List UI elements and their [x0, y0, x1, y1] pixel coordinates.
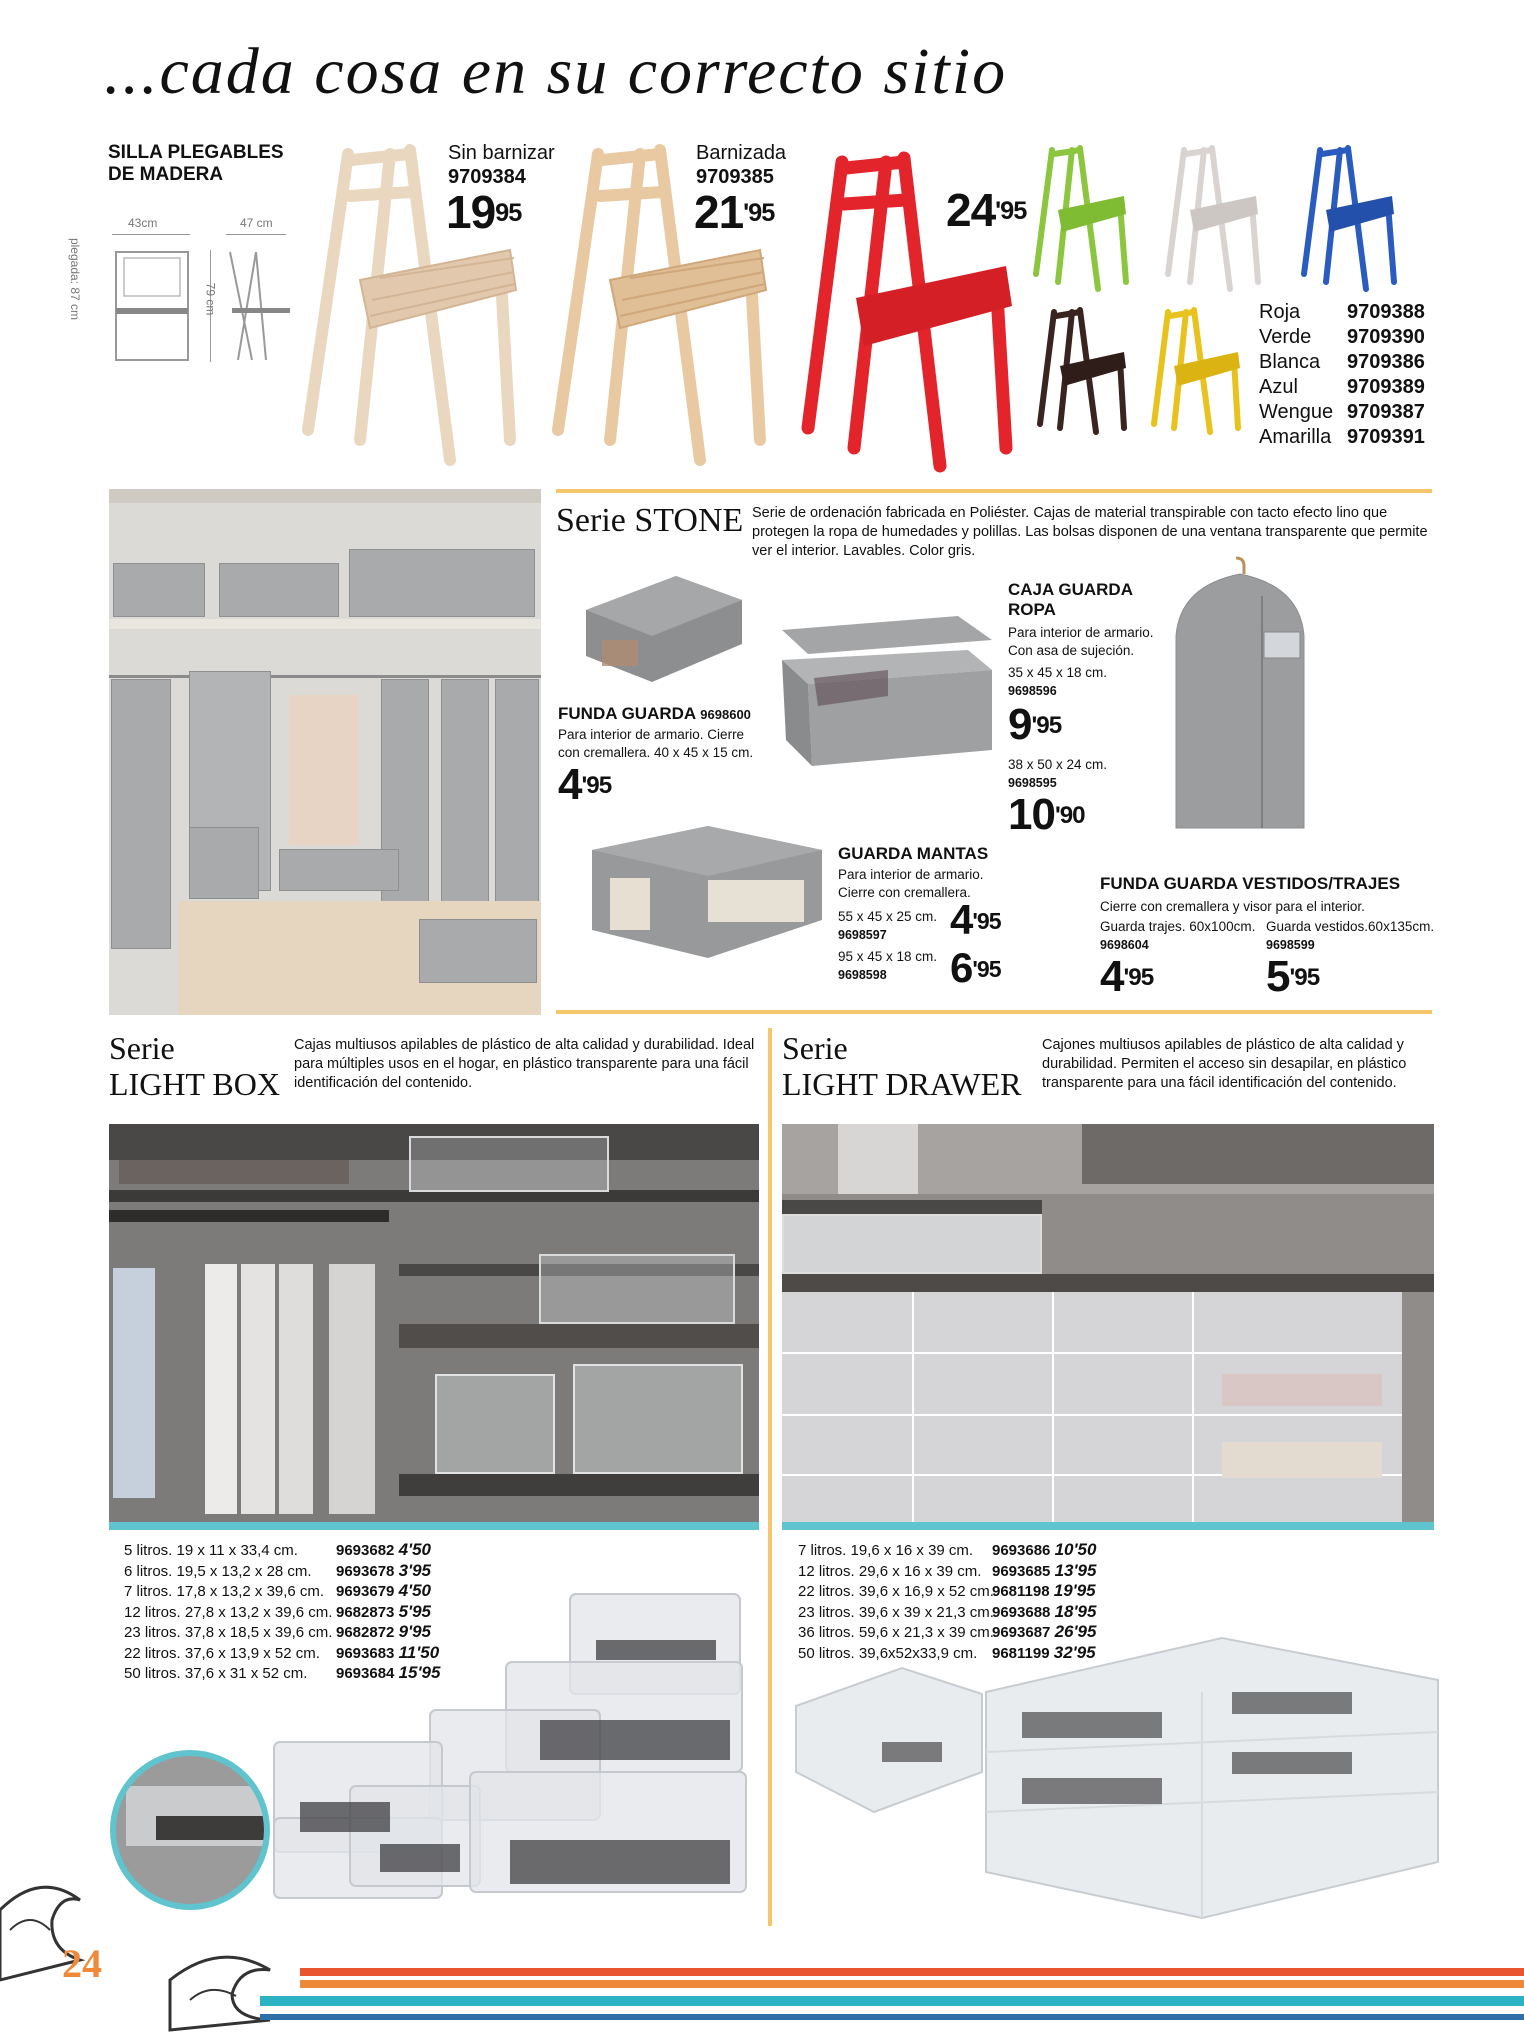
guarda-mantas-size1-block	[838, 908, 937, 944]
chair-yellow-image	[1148, 306, 1248, 436]
funda-vestidos-desc: Cierre con cremallera y visor para el interior.	[1100, 899, 1365, 914]
unvarnished-price-int: 19	[446, 186, 496, 238]
lightbox-closet-photo	[109, 1124, 759, 1530]
table-row: 7 litros. 17,8 x 13,2 x 39,6 cm. 9693679 4'50	[124, 1581, 431, 1600]
stone-description: Serie de ordenación fabricada en Poliéster. Cajas de material transpirable con tacto efecto lino que protegen la ropa de humedades y polillas. Las bolsas disponen de una ventana transparente que permite ver el interior. Lavables. Color gris.	[752, 505, 1428, 559]
chair-blue-image	[1300, 144, 1400, 294]
guarda-mantas-desc2: Cierre con cremallera.	[838, 885, 971, 900]
footer-stripe-blue	[260, 2014, 1524, 2020]
lightbox-serie: Serie	[109, 1030, 175, 1066]
stone-closet-photo	[109, 489, 541, 1015]
chair-wengue-image	[1034, 306, 1134, 436]
colored-price	[946, 186, 1026, 234]
chairs-heading-line1: SILLA PLEGABLES	[108, 142, 284, 163]
funda-guarda-code: 9698600	[700, 707, 751, 722]
page-title: ...cada cosa en su correcto sitio	[104, 35, 1008, 108]
caja-guarda-code1: 9698596	[1008, 684, 1057, 698]
lightdrawer-description: Cajones multiusos apilables de plástico de alta calidad y durabilidad. Permiten el acceso sin desapilar, en plástico transparente para una fácil identificación del contenido.	[1042, 1037, 1407, 1091]
varnished-price-int: 21	[694, 186, 744, 238]
funda-vestidos-price2: $5^{'95}$	[1266, 952, 1320, 1001]
colored-price-dec: '95	[995, 197, 1027, 226]
page-number: 24	[62, 1941, 102, 1986]
unvarnished-code: 9709384	[448, 166, 526, 188]
varnished-label: Barnizada	[696, 142, 787, 164]
caja-guarda-desc2: Con asa de sujeción.	[1008, 643, 1135, 658]
caja-guarda-details2	[1008, 756, 1107, 792]
unvarnished-price	[446, 188, 521, 236]
funda-guarda-heading	[558, 704, 751, 724]
funda-guarda-price: $4^{'95}$	[558, 760, 612, 809]
table-row: 12 litros. 27,8 x 13,2 x 39,6 cm. 9682873 5'95	[124, 1601, 431, 1621]
table-row: 6 litros. 19,5 x 13,2 x 28 cm. 9693678 3'95	[124, 1560, 431, 1580]
unvarnished-price-dec: 95	[495, 199, 522, 228]
varnished-price	[694, 188, 774, 236]
table-row: 50 litros. 37,6 x 31 x 52 cm. 9693684 15'95	[124, 1663, 441, 1682]
funda-vestidos-size2: Guarda vestidos.60x135cm.	[1266, 919, 1435, 934]
caja-guarda-size1: 35 x 45 x 18 cm.	[1008, 665, 1108, 680]
caja-guarda-size2: 38 x 50 x 24 cm.	[1008, 757, 1108, 772]
lightbox-products-image	[270, 1590, 750, 1900]
color-row: Azul 9709389	[1259, 376, 1425, 398]
table-row: 23 litros. 37,8 x 18,5 x 39,6 cm. 9682872 9'95	[124, 1622, 431, 1641]
section-divider	[768, 1028, 772, 1926]
caja-guarda-price1: $9^{'95}$	[1008, 700, 1062, 749]
footer-stripe-teal	[260, 1996, 1524, 2006]
funda-vestidos-trajes	[1100, 918, 1255, 954]
lightbox-title: LIGHT BOX	[109, 1066, 280, 1102]
table-row: 5 litros. 19 x 11 x 33,4 cm. 9693682 4'50	[124, 1540, 431, 1559]
lightbox-title-block	[109, 1030, 280, 1102]
footer-stripe-orange	[300, 1980, 1524, 1988]
table-row: 7 litros. 19,6 x 16 x 39 cm. 9693686 10'50	[798, 1540, 1097, 1559]
guarda-mantas-name: GUARDA MANTAS	[838, 844, 989, 863]
varnished-code: 9709385	[696, 166, 774, 188]
unvarnished-label: Sin barnizar	[448, 142, 555, 164]
funda-guarda-desc1: Para interior de armario. Cierre	[558, 727, 745, 742]
dim-folded-label: plegada: 87 cm	[68, 237, 83, 321]
caja-guarda-price2: $10^{'90}$	[1008, 790, 1085, 839]
lightdrawer-closet-photo	[782, 1124, 1434, 1530]
funda-guarda-desc	[558, 726, 753, 762]
guarda-mantas-image	[588, 820, 824, 960]
funda-vestidos-code1: 9698604	[1100, 938, 1149, 952]
chair-dimension-diagram	[68, 212, 296, 372]
varnished-price-dec: '95	[743, 199, 775, 228]
table-row: 22 litros. 37,6 x 13,9 x 52 cm. 9693683 11'50	[124, 1642, 440, 1662]
color-row: Amarilla 9709391	[1259, 426, 1425, 448]
lightdrawer-products-image	[792, 1632, 1442, 1922]
footer-stripe-red	[300, 1968, 1524, 1976]
chair-color-list	[1259, 300, 1425, 450]
funda-guarda-image	[576, 570, 744, 686]
table-row: 23 litros. 39,6 x 39 x 21,3 cm.9693688 18'95	[798, 1601, 1097, 1621]
chairs-heading	[108, 142, 284, 186]
color-row: Roja 9709388	[1259, 301, 1425, 323]
color-row: Verde 9709390	[1259, 326, 1425, 348]
color-row: Blanca 9709386	[1259, 351, 1425, 373]
caja-guarda-code2: 9698595	[1008, 776, 1057, 790]
funda-vestidos-name: FUNDA GUARDA VESTIDOS/TRAJES	[1100, 874, 1401, 893]
guarda-mantas-price1: $4^{'95}$	[950, 896, 1001, 943]
stone-title: Serie STONE	[556, 502, 744, 539]
funda-vestidos-size1: Guarda trajes. 60x100cm.	[1100, 919, 1256, 934]
guarda-mantas-code2: 9698598	[838, 968, 887, 982]
funda-vestidos-price1: $4^{'95}$	[1100, 952, 1154, 1001]
funda-guarda-desc2: con cremallera. 40 x 45 x 15 cm.	[558, 745, 754, 760]
funda-vestidos-vestidos	[1266, 918, 1434, 954]
caja-guarda-desc1: Para interior de armario.	[1008, 625, 1154, 640]
guarda-mantas-size2-block	[838, 948, 937, 984]
dim-height-label: 79 cm	[203, 282, 218, 316]
funda-guarda-name: FUNDA GUARDA	[558, 704, 696, 723]
table-row: 50 litros. 39,6x52x33,9 cm. 9681199 32'95	[798, 1642, 1096, 1662]
caja-guarda-name2: ROPA	[1008, 600, 1056, 619]
funda-vestidos-image	[1170, 556, 1310, 832]
table-row: 12 litros. 29,6 x 16 x 39 cm. 9693685 13'95	[798, 1560, 1097, 1580]
chair-white-image	[1164, 144, 1264, 294]
guarda-mantas-price2: $6^{'95}$	[950, 944, 1001, 991]
lightdrawer-title-block	[782, 1030, 1021, 1102]
funda-vestidos-code2: 9698599	[1266, 938, 1315, 952]
dim-depth-label: 47 cm	[240, 216, 273, 230]
caja-guarda-heading	[1008, 580, 1133, 620]
chair-front-icon	[112, 250, 192, 362]
guarda-mantas-size2: 95 x 45 x 18 cm.	[838, 949, 938, 964]
chair-side-icon	[226, 250, 296, 362]
caja-guarda-details	[1008, 624, 1154, 700]
caja-guarda-name1: CAJA GUARDA	[1008, 580, 1133, 599]
table-row: 36 litros. 59,6 x 21,3 x 39 cm.9693687 26'95	[798, 1622, 1097, 1641]
guarda-mantas-desc1: Para interior de armario.	[838, 867, 984, 882]
colored-price-int: 24	[946, 184, 996, 236]
stone-top-rule	[556, 489, 1432, 493]
lightdrawer-serie: Serie	[782, 1030, 848, 1066]
dim-width-label: 43cm	[128, 216, 158, 230]
chairs-heading-line2: DE MADERA	[108, 164, 224, 185]
stone-bottom-rule	[556, 1010, 1432, 1014]
lightdrawer-title: LIGHT DRAWER	[782, 1066, 1022, 1102]
guarda-mantas-size1: 55 x 45 x 25 cm.	[838, 909, 938, 924]
caja-guarda-image	[778, 610, 994, 770]
table-row: 22 litros. 39,6 x 16,9 x 52 cm.9681198 19'95	[798, 1581, 1096, 1600]
color-row: Wengue 9709387	[1259, 401, 1425, 423]
chair-green-image	[1032, 144, 1132, 294]
guarda-mantas-code1: 9698597	[838, 928, 887, 942]
lightbox-description: Cajas multiusos apilables de plástico de alta calidad y durabilidad. Ideal para múltiples usos en el hogar, en plástico transparente para una fácil identificación del contenido.	[294, 1037, 755, 1091]
